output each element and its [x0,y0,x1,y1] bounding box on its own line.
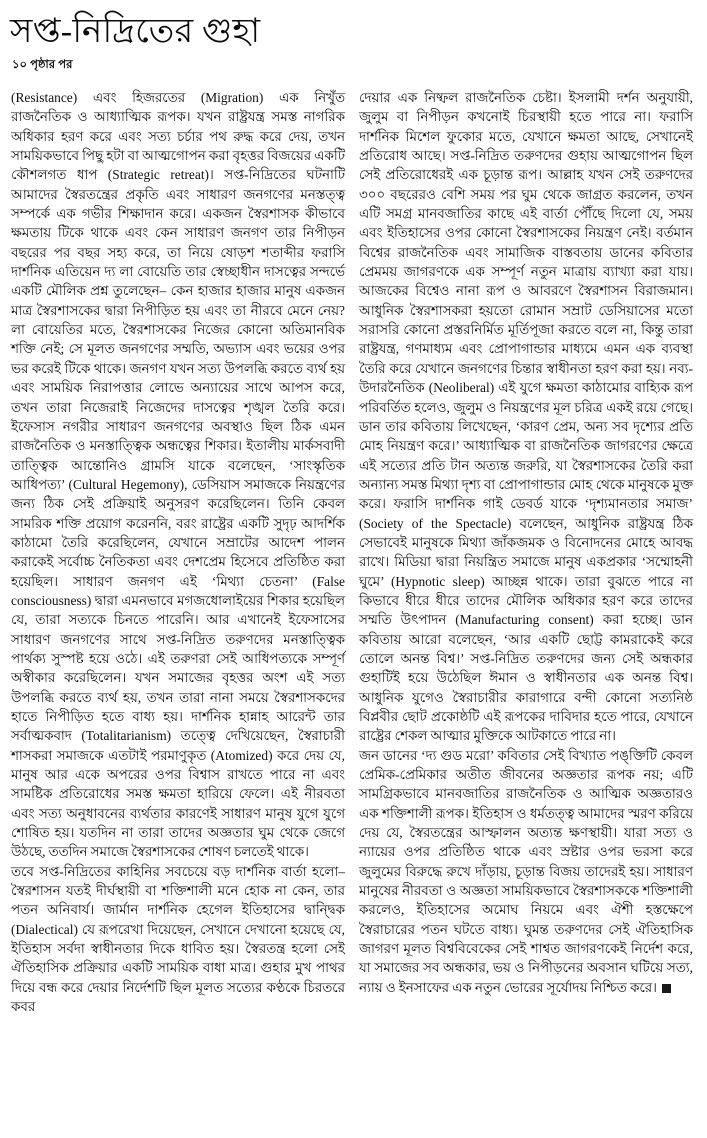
paragraph-left-main: (Resistance) এবং হিজরতের (Migration) এক নিখুঁত রাজনৈতিক ও আধ্যাত্মিক রূপক। যখন রাষ্ট্রযন্ত্র সমস্ত নাগরিক অধিকার হরণ করে এবং সত্য চর্চার পথ রুদ্ধ করে দেয়, তখন সাময়িকভাবে পিছু হটা বা আত্মগোপন করা বৃহত্তর বিজয়ের একটি কৌশলগত ধাপ (Strategic retreat)। সপ্ত-নিদ্রিতের ঘটনাটি আমাদের স্বৈরতন্ত্রের প্রকৃতি এবং সাধারণ জনগণের মনস্তত্ত্ব সম্পর্কে এক গভীর শিক্ষাদান করে। একজন স্বৈরশাসক কীভাবে ক্ষমতায় টিকে থাকে এবং কেন সাধারণ জনগণ তার নিপীড়ন বছরের পর বছর সহ্য করে, তা নিয়ে ষোড়শ শতাব্দীর ফরাসি দার্শনিক এতিয়েন দ্য লা বোয়েতি তার স্বেচ্ছাধীন দাসত্বের সন্দর্ভে একটি মৌলিক প্রশ্ন তুলেছেন– কেন হাজার হাজার মানুষ একজন মাত্র স্বৈরশাসকের দ্বারা নিপীড়িত হয় এবং তা নীরবে মেনে নেয়? লা বোয়েতির মতে, স্বৈরশাসকের নিজের কোনো অতিমানবিক শক্তি নেই; সে মূলত জনগণের সম্মতি, অভ্যাস এবং ভয়ের ওপর ভর করেই টিকে থাকে। জনগণ যখন সত্য উপলব্ধি করতে ব্যর্থ হয় এবং সাময়িক নিরাপত্তার লোভে অন্যায়ের সাথে আপস করে, তখন তারা নিজেরাই নিজেদের দাসত্বের শৃঙ্খল তৈরি করে। ইফেসাস নগরীর সাধারণ জনগণের অবস্থাও ছিল ঠিক এমন রাজনৈতিক ও মনস্তাত্ত্বিক অন্ধত্বের শিকার। ইতালীয় মার্কসবাদী তাত্ত্বিক আন্তোনিও গ্রামসি যাকে বলেছেন, ‘সাংস্কৃতিক আধিপত্য’ (Cultural Hegemony), ডেসিয়াস সমাজকে নিয়ন্ত্রণের জন্য ঠিক সেই প্রক্রিয়াই অনুসরণ করেছিলেন। তিনি কেবল সামরিক শক্তি প্রয়োগ করেননি, বরং রাষ্ট্রের একটি সুদৃঢ় আদর্শিক কাঠামো তৈরি করেছিলেন, যেখানে সম্রাটের আদেশ পালন করাকেই সর্বোচ্চ নৈতিকতা এবং দেশপ্রেম হিসেবে প্রতিষ্ঠিত করা হয়েছিল। সাধারণ জনগণ এই ‘মিথ্যা চেতনা’ (False consciousness) দ্বারা এমনভাবে মগজধোলাইয়ের শিকার হয়েছিল যে, তারা সত্যকে চিনতে পারেনি। আর এখানেই ইফেসাসের সাধারণ জনগণের সাথে সপ্ত-নিদ্রিত তরুণদের মনস্তাত্ত্বিক পার্থক্য সুস্পষ্ট হয়ে ওঠে। এই তরুণরা সেই আধিপত্যকে সম্পূর্ণ অস্বীকার করেছিলেন। যখন সমাজের বৃহত্তর অংশ এই সত্য উপলব্ধি করতে ব্যর্থ হয়, তখন তারা নানা সময়ে স্বৈরশাসকদের হাতে নিপীড়িত হতে বাধ্য হয়। দার্শনিক হান্নাহ আরেন্ট তার সর্বাত্মকবাদ (Totalitarianism) তত্ত্বে দেখিয়েছেন, স্বৈরাচারী শাসকরা সমাজকে এতটাই পরমাণুকৃত (Atomized) করে দেয় যে, মানুষ আর একে অপরের ওপর বিশ্বাস রাখতে পারে না এবং সামষ্টিক প্রতিরোধের সমস্ত ক্ষমতা হারিয়ে ফেলে। এই নীরবতা এবং সত্য অনুধাবনের ব্যর্থতার কারণেই সাধারণ মানুষ যুগে যুগে শোষিত হয়। যতদিন না তারা তাদের অজ্ঞতার ঘুম থেকে জেগে উঠছে, ততদিন সমাজে স্বৈরশাসকের শোষণ চলতেই থাকে। [11,90,345,860]
continued-from-label: ১০ পৃষ্ঠার পর [12,59,73,71]
paragraph-right-tail-text: জন ডানের ‘দ্য গুড মরো’ কবিতার সেই বিখ্যাত পঙ্‌ক্তিটি কেবল প্রেমিক-প্রেমিকার অতীত জীবনের অজ্ঞতার রূপক নয়; এটি সামগ্রিকভাবে মানবজাতির রাজনৈতিক ও আত্মিক অজ্ঞতারও এক শক্তিশালী রূপক। ইতিহাস ও ধর্মতত্ত্ব আমাদের স্মরণ করিয়ে দেয় যে, স্বৈরতন্ত্রের আস্ফালন অত্যন্ত ক্ষণস্থায়ী। যারা সত্য ও ন্যায়ের ওপর প্রতিষ্ঠিত থাকে এবং স্রষ্টার ওপর ভরসা করে জুলুমের বিরুদ্ধে রুখে দাঁড়ায়, চূড়ান্ত বিজয় তাদেরই হয়। সাধারণ মানুষের নীরবতা ও অজ্ঞতা সাময়িকভাবে স্বৈরশাসককে শক্তিশালী করলেও, ইতিহাসের অমোঘ নিয়মে এবং ঐশী হস্তক্ষেপে স্বৈরাচারের পতন ঘটতে বাধ্য। ঘুমন্ত তরুণদের সেই ঐতিহাসিক জাগরণ মূলত বিশ্ববিবেকের সেই শাশ্বত জাগরণকেই নির্দেশ করে, যা সমাজের সব অন্ধকার, ভয় ও নিপীড়নের অবসান ঘটিয়ে সত্য, ন্যায় ও ইনসাফের এক নতুন ভোরের সূর্যোদয় নিশ্চিত করে। [359,747,693,995]
paragraph-right-main: দেয়ার এক নিষ্ফল রাজনৈতিক চেষ্টা। ইসলামী দর্শন অনুযায়ী, জুলুম বা নিপীড়ন কখনোই চিরস্থায়ী হতে পারে না। ফরাসি দার্শনিক মিশেল ফুকোর মতে, যেখানে ক্ষমতা আছে, সেখানেই প্রতিরোধ আছে। সপ্ত-নিদ্রিত তরুণদের গুহায় আত্মগোপন ছিল সেই প্রতিরোধেরই এক চূড়ান্ত রূপ। আল্লাহ যখন সেই তরুণদের ৩০০ বছরেরও বেশি সময় পর ঘুম থেকে জাগ্রত করলেন, তখন এটি সমগ্র মানবজাতির কাছে এই বার্তা পৌঁছে দিলো যে, সময় এবং ইতিহাসের ওপর কোনো স্বৈরশাসকের নিয়ন্ত্রণ নেই। বর্তমান বিশ্বের রাজনৈতিক এবং সামাজিক বাস্তবতায় ডানের কবিতার প্রেমময় জাগরণকে এক সম্পূর্ণ নতুন মাত্রায় ব্যাখ্যা করা যায়। আজকের বিশ্বেও নানা রূপ ও আবরণে স্বৈরশাসন বিরাজমান। আধুনিক স্বৈরশাসকরা হয়তো রোমান সম্রাট ডেসিয়াসের মতো সরাসরি কোনো প্রস্তরনির্মিত মূর্তিপূজা করতে বলে না, কিন্তু তারা রাষ্ট্রযন্ত্র, গণমাধ্যম এবং প্রোপাগান্ডার মাধ্যমে এমন এক ব্যবস্থা তৈরি করে যেখানে জনগণের চিন্তার স্বাধীনতা হরণ করা হয়। নব্য-উদারনৈতিক (Neoliberal) এই যুগে ক্ষমতা কাঠামোর বাহ্যিক রূপ পরিবর্তিত হলেও, জুলুম ও নিয়ন্ত্রণের মূল চরিত্র একই রয়ে গেছে। ডান তার কবিতায় লিখেছেন, ‘কারণ প্রেম, অন্য সব দৃশ্যের প্রতি মোহ নিয়ন্ত্রণ করে।’ আধ্যাত্মিক বা রাজনৈতিক জাগরণের ক্ষেত্রে এই সত্যের প্রতি টান অত্যন্ত জরুরি, যা স্বৈরশাসকের তৈরি করা অন্যান্য সমস্ত মিথ্যা দৃশ্য বা প্রোপাগান্ডার মোহ থেকে মানুষকে মুক্ত করে। ফরাসি দার্শনিক গাই ডেবর্ড যাকে ‘দৃশ্যমানতার সমাজ’ (Society of the Spectacle) বলেছেন, আধুনিক রাষ্ট্রযন্ত্র ঠিক সেভাবেই মানুষকে মিথ্যা জাঁকজমক ও বিনোদনের মোহে আবদ্ধ রাখে। মিডিয়া দ্বারা নিয়ন্ত্রিত সমাজে মানুষ একপ্রকার ‘সম্মোহনী ঘুমে’ (Hypnotic sleep) আচ্ছন্ন থাকে। তারা বুঝতে পারে না কিভাবে ধীরে ধীরে তাদের মৌলিক অধিকার হরণ করে তাদের সম্মতি উৎপাদন (Manufacturing consent) করা হচ্ছে। ডান কবিতায় আরো বলেছেন, ‘আর একটি ছোট্ট কামরাকেই করে তোলে অনন্ত বিশ্ব।’ সপ্ত-নিদ্রিত তরুণদের জন্য সেই অন্ধকার গুহাটিই হয়ে উঠেছিল ঈমান ও স্বাধীনতার এক অনন্ত বিশ্ব। আধুনিক যুগেও স্বৈরাচারীর কারাগারে বন্দী কোনো সত্যনিষ্ঠ বিপ্লবীর ছোট প্রকোষ্ঠটি এই রূপকের দাবিদার হতে পারে, যেখানে রাষ্ট্রের শেকল আত্মার মুক্তিকে আটকাতে পারে না। [359,90,693,744]
article-columns [11,88,700,1130]
paragraph-right-tail [359,746,693,997]
page-title: সপ্ত-নিদ্রিতের গুহা [10,13,261,50]
column-right [359,88,693,997]
paragraph-left-tail: তবে সপ্ত-নিদ্রিতের কাহিনির সবচেয়ে বড় দার্শনিক বার্তা হলো– স্বৈরশাসন যতই দীর্ঘস্থায়ী বা শক্তিশালী মনে হোক না কেন, তার পতন অনিবার্য। জার্মান দার্শনিক হেগেল ইতিহাসের দ্বান্দ্বিক (Dialectical) যে রূপরেখা দিয়েছেন, সেখানে দেখানো হয়েছে যে, ইতিহাস সর্বদা স্বাধীনতার দিকে ধাবিত হয়। স্বৈরতন্ত্র হলো সেই ঐতিহাসিক প্রক্রিয়ার একটি সাময়িক বাধা মাত্র। গুহার মুখ পাথর দিয়ে বন্ধ করে দেয়ার নির্দেশটি ছিল মূলত সত্যের কণ্ঠকে চিরতরে কবর [11,863,345,1015]
masthead [0,0,707,72]
column-left [11,88,345,1017]
end-of-article-marker-icon [662,984,671,993]
